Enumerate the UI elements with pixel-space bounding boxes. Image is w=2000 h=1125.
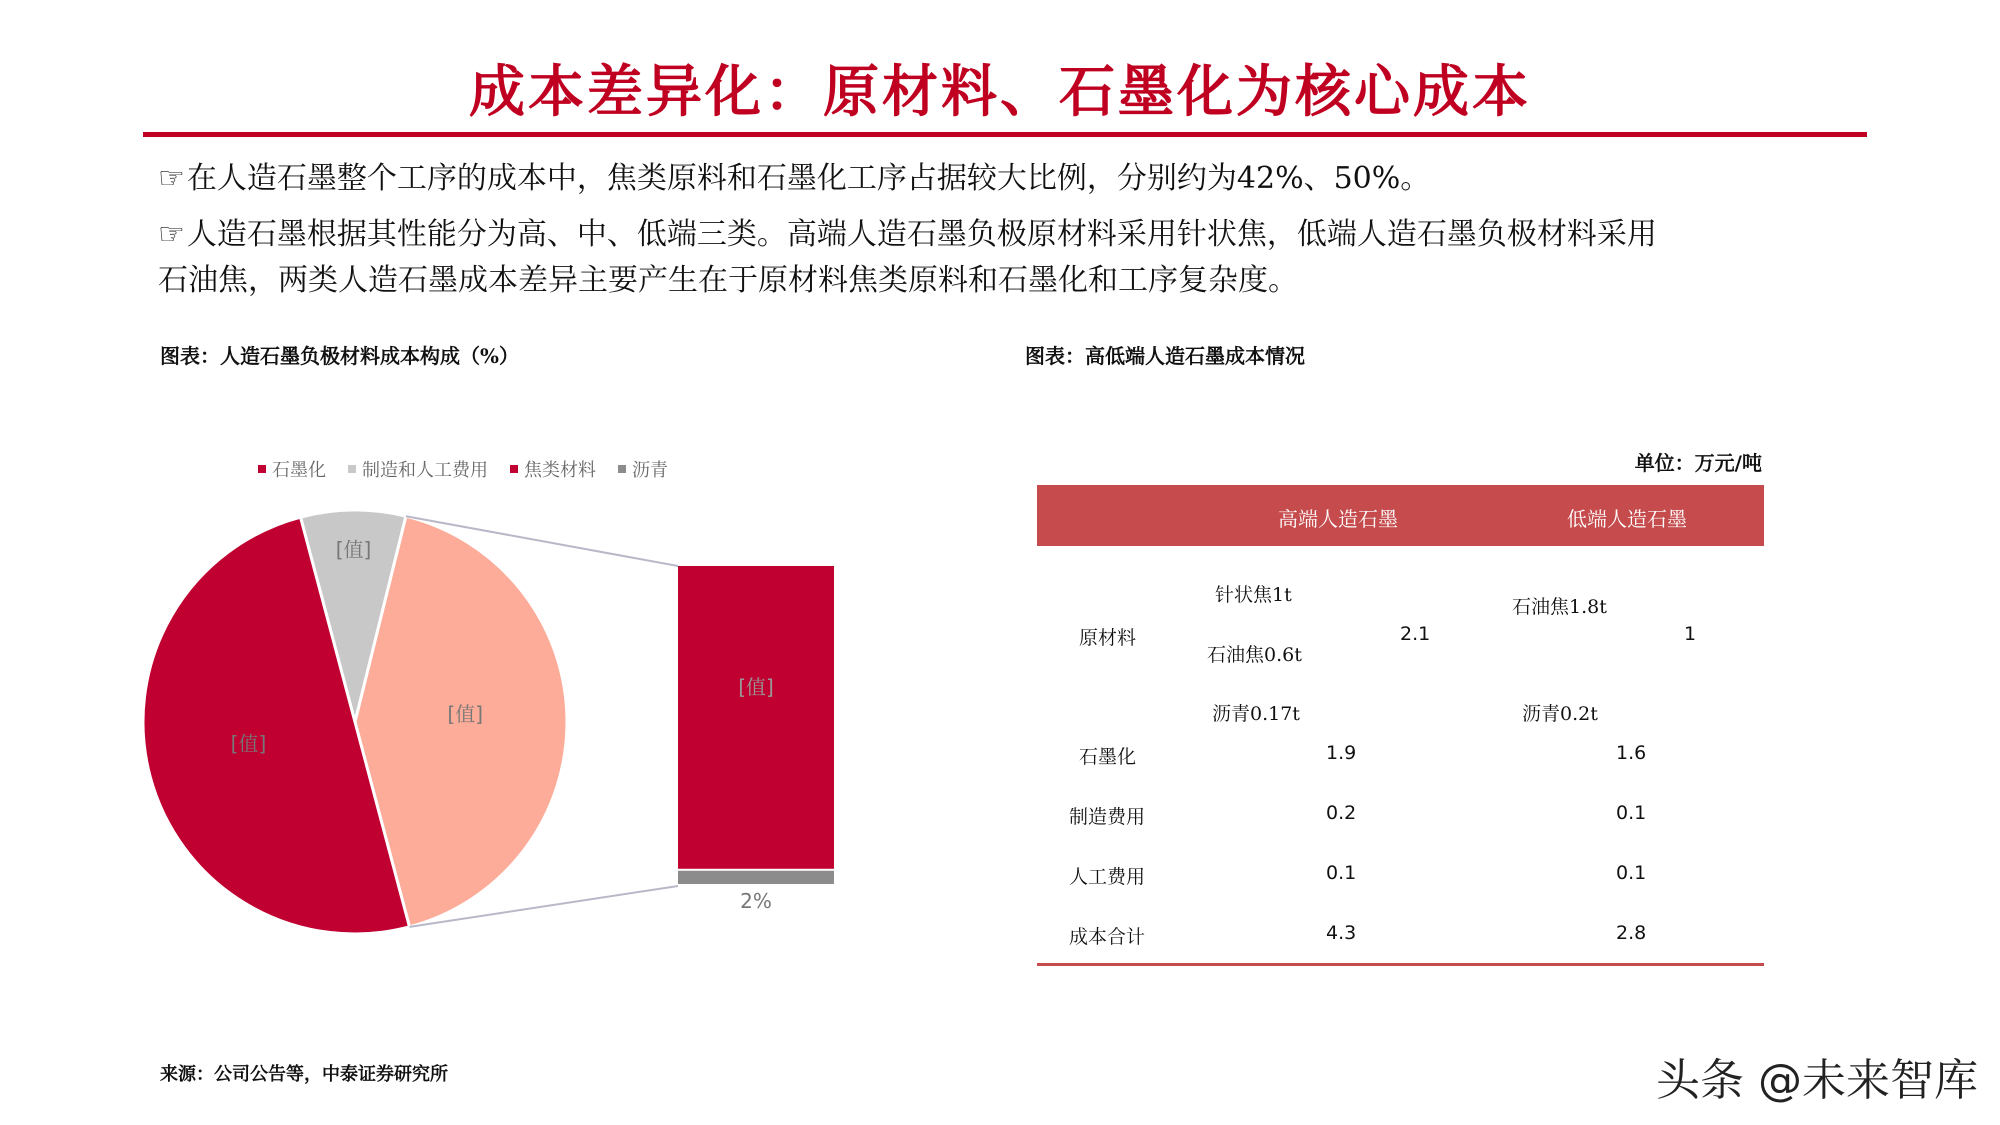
- pie-slice-label: [值]: [447, 702, 484, 727]
- row-label: 石墨化: [1079, 746, 1137, 768]
- bullet-text-1: 在人造石墨整个工序的成本中，焦类原料和石墨化工序占据较大比例，分别约为42%、50%。: [186, 161, 1431, 196]
- row-label-raw-material: 原材料: [1079, 627, 1137, 649]
- watermark: 头条 @未来智库: [1656, 1055, 1978, 1106]
- table-unit: 单位：万元/吨: [1634, 451, 1762, 475]
- legend-label: 沥青: [632, 460, 668, 481]
- pie-slice-label: [值]: [335, 537, 372, 562]
- high-value: 4.3: [1326, 922, 1357, 944]
- table-bottom-rule: [1037, 963, 1764, 966]
- row-label: 人工费用: [1069, 866, 1146, 888]
- high-raw-item: 针状焦1t: [1215, 584, 1292, 606]
- source-note: 来源：公司公告等，中泰证券研究所: [160, 1064, 448, 1085]
- low-value: 2.8: [1616, 922, 1647, 944]
- low-raw-item: 沥青0.2t: [1522, 703, 1598, 725]
- legend-label: 焦类材料: [524, 460, 596, 481]
- pointing-hand-icon: ☞: [158, 217, 185, 252]
- high-value: 0.2: [1326, 802, 1357, 824]
- high-raw-item: 沥青0.17t: [1212, 703, 1300, 725]
- bullet-text-2: 人造石墨根据其性能分为高、中、低端三类。高端人造石墨负极原材料采用针状焦，低端人造石墨负极材料采用: [186, 217, 1657, 252]
- left-chart-caption: 图表：人造石墨负极材料成本构成（%）: [160, 344, 520, 368]
- bar-segment-coke: [678, 566, 834, 869]
- header-low-end: 低端人造石墨: [1567, 507, 1687, 531]
- bar-segment-pitch: [678, 871, 834, 884]
- table-header: [1037, 485, 1764, 546]
- high-raw-item: 石油焦0.6t: [1207, 644, 1302, 666]
- header-high-end: 高端人造石墨: [1278, 507, 1398, 531]
- low-value: 0.1: [1616, 802, 1647, 824]
- right-chart-caption: 图表：高低端人造石墨成本情况: [1025, 344, 1305, 368]
- legend-label: 石墨化: [272, 460, 326, 481]
- row-label: 成本合计: [1069, 926, 1146, 948]
- pie-slice-label: [值]: [230, 731, 267, 756]
- legend-label: 制造和人工费用: [362, 460, 488, 481]
- high-raw-total: 2.1: [1400, 623, 1431, 645]
- low-value: 0.1: [1616, 862, 1647, 884]
- page-title: 成本差异化：原材料、石墨化为核心成本: [469, 59, 1531, 125]
- low-value: 1.6: [1616, 742, 1647, 764]
- pointing-hand-icon: ☞: [158, 161, 185, 196]
- bar-segment-label: 2%: [740, 889, 772, 913]
- bar-segment-label: [值]: [738, 675, 774, 699]
- low-raw-item: 石油焦1.8t: [1512, 596, 1607, 618]
- high-value: 1.9: [1326, 742, 1357, 764]
- row-label: 制造费用: [1069, 806, 1146, 828]
- low-raw-total: 1: [1684, 623, 1697, 645]
- bullet-text-2-cont: 石油焦，两类人造石墨成本差异主要产生在于原材料焦类原料和石墨化和工序复杂度。: [158, 263, 1298, 298]
- high-value: 0.1: [1326, 862, 1357, 884]
